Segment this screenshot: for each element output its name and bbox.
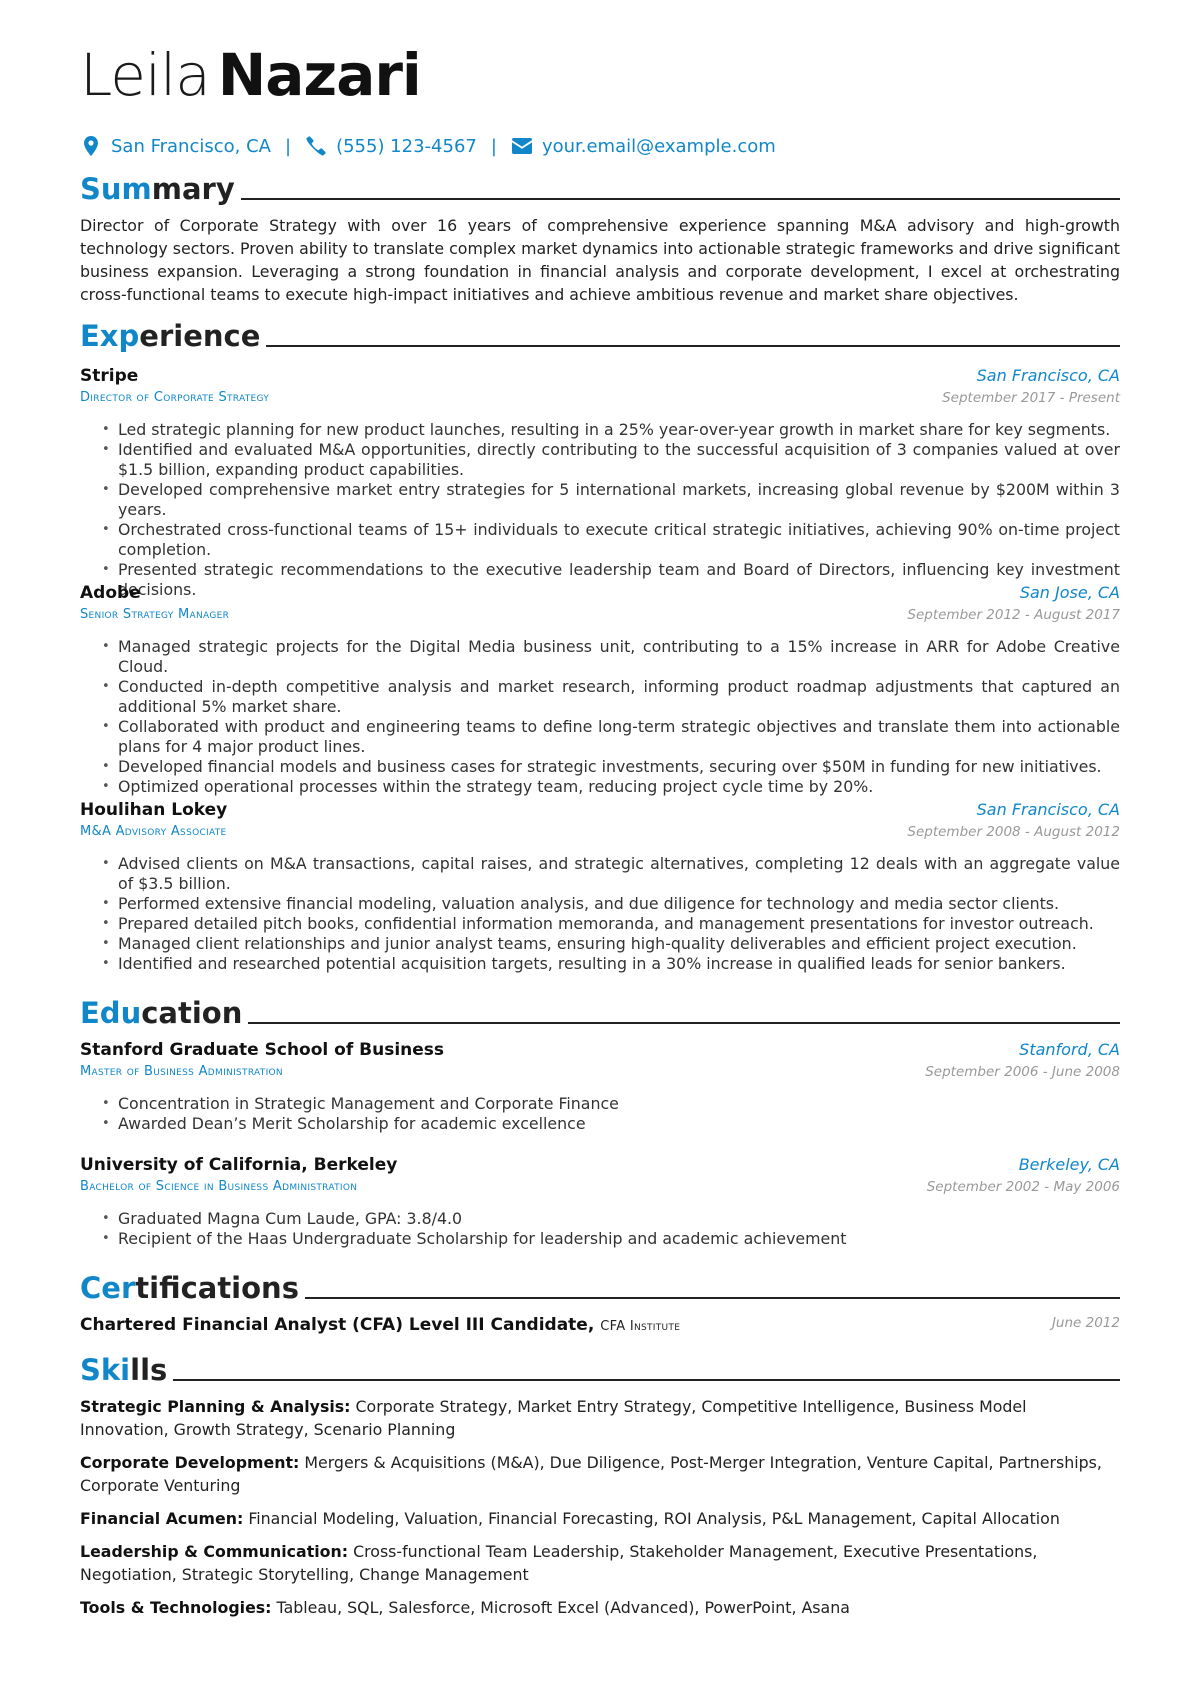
section-rule	[305, 1297, 1120, 1299]
contact-bar	[80, 133, 776, 159]
skill-label: Strategic Planning & Analysis:	[80, 1397, 351, 1416]
entry-organization: Stanford Graduate School of Business	[80, 1040, 445, 1060]
experience-heading	[80, 313, 1120, 353]
section-title-rest: erience	[139, 319, 261, 353]
education-entry	[80, 1038, 1120, 1134]
list-item: • Concentration in Strategic Management and Corporate Finance	[118, 1094, 1120, 1114]
contact-location: San Francisco, CA	[111, 135, 271, 157]
skill-value: Tableau, SQL, Salesforce, Microsoft Excel (Advanced), PowerPoint, Asana	[276, 1598, 850, 1617]
contact-separator: |	[284, 135, 292, 157]
list-item: • Developed financial models and business cases for strategic investments, securing over $50M in funding for new initiatives.	[118, 757, 1120, 777]
list-item: • Identified and researched potential acquisition targets, resulting in a 30% increase in qualified leads for senior bankers.	[118, 954, 1120, 974]
phone-icon	[305, 135, 327, 157]
section-title-accent: Edu	[80, 996, 142, 1030]
entry-organization: Stripe	[80, 366, 139, 386]
map-marker-icon	[80, 135, 102, 157]
entry-bullets	[80, 1209, 1120, 1249]
section-title	[80, 1271, 299, 1305]
skill-label: Corporate Development:	[80, 1453, 300, 1472]
skill-value: Cross-functional Team Leadership, Stakeholder Management, Executive Presentations, Negotiation, Strategic Storytelling, Change Management	[80, 1542, 1038, 1584]
education-heading	[80, 990, 1120, 1030]
section-title-rest: cation	[141, 996, 243, 1030]
list-item: • Graduated Magna Cum Laude, GPA: 3.8/4.0	[118, 1209, 1120, 1229]
list-item: • Awarded Dean’s Merit Scholarship for academic excellence	[118, 1114, 1120, 1134]
skill-value: Corporate Strategy, Market Entry Strategy, Competitive Intelligence, Business Model Innovation, Growth Strategy, Scenario Planning	[80, 1397, 1027, 1439]
first-name: Leila	[80, 41, 210, 109]
list-item: • Led strategic planning for new product launches, resulting in a 25% year-over-year growth in market share for key segments.	[118, 420, 1120, 440]
section-title	[80, 1353, 167, 1387]
list-item: • Orchestrated cross-functional teams of 15+ individuals to execute critical strategic initiatives, achieving 90% on-time project completion.	[118, 520, 1120, 560]
entry-location: San Francisco, CA	[976, 366, 1120, 385]
list-item: • Developed comprehensive market entry strategies for 5 international markets, increasing global revenue by $200M within 3 years.	[118, 480, 1120, 520]
entry-location: Berkeley, CA	[1018, 1155, 1120, 1174]
contact-separator: |	[490, 135, 497, 157]
certification-entry	[80, 1313, 1120, 1339]
entry-organization: University of California, Berkeley	[80, 1155, 398, 1175]
skill-group	[80, 1395, 1120, 1441]
certification-line: Chartered Financial Analyst (CFA) Level III Candidate, CFA Institute	[80, 1315, 681, 1335]
entry-dates: September 2017 - Present	[942, 390, 1120, 406]
list-item: • Advised clients on M&A transactions, capital raises, and strategic alternatives, completing 12 deals with an aggregate value of $3.5 billion.	[118, 854, 1120, 894]
section-title-accent: Exp	[80, 319, 140, 353]
entry-role: Senior Strategy Manager	[80, 607, 230, 622]
section-rule	[241, 198, 1120, 200]
list-item: • Prepared detailed pitch books, confidential information memoranda, and management presentations for investor outreach.	[118, 914, 1120, 934]
section-rule	[248, 1022, 1120, 1024]
candidate-name	[80, 40, 421, 110]
envelope-icon	[511, 135, 533, 157]
section-rule	[266, 345, 1120, 347]
skill-label: Leadership & Communication:	[80, 1542, 349, 1561]
section-title-rest: tifications	[135, 1271, 299, 1305]
certification-institution: CFA Institute	[600, 1319, 681, 1334]
entry-dates: September 2006 - June 2008	[925, 1064, 1120, 1080]
experience-entry	[80, 364, 1120, 600]
entry-dates: September 2008 - August 2012	[907, 824, 1120, 840]
entry-organization: Houlihan Lokey	[80, 800, 228, 820]
section-title	[80, 172, 235, 206]
last-name: Nazari	[217, 41, 421, 109]
contact-email[interactable]: your.email@example.com	[541, 135, 776, 157]
entry-location: San Jose, CA	[1019, 583, 1120, 602]
list-item: • Conducted in-depth competitive analysis and market research, informing product roadmap adjustments that captured an additional 5% market share.	[118, 677, 1120, 717]
section-title-accent: Ski	[80, 1353, 131, 1387]
list-item: • Presented strategic recommendations to the executive leadership team and Board of Directors, influencing key investment decisions.	[118, 560, 1120, 600]
list-item: • Performed extensive financial modeling, valuation analysis, and due diligence for technology and media sector clients.	[118, 894, 1120, 914]
entry-location: San Francisco, CA	[976, 800, 1120, 819]
section-title-accent: Sum	[80, 172, 152, 206]
section-rule	[173, 1379, 1120, 1381]
skills-list	[80, 1395, 1120, 1629]
section-title-accent: Cer	[80, 1271, 136, 1305]
skill-label: Tools & Technologies:	[80, 1598, 272, 1617]
entry-role: M&A Advisory Associate	[80, 824, 227, 839]
skills-heading	[80, 1347, 1120, 1387]
certification-date: June 2012	[1051, 1315, 1120, 1331]
list-item: • Managed strategic projects for the Digital Media business unit, contributing to a 15% increase in ARR for Adobe Creative Cloud.	[118, 637, 1120, 677]
section-title	[80, 319, 260, 353]
skill-label: Financial Acumen:	[80, 1509, 244, 1528]
list-item: • Collaborated with product and engineering teams to define long-term strategic objectives and translate them into actionable plans for 4 major product lines.	[118, 717, 1120, 757]
skill-group	[80, 1540, 1120, 1586]
entry-role: Master of Business Administration	[80, 1064, 283, 1079]
list-item: • Optimized operational processes within the strategy team, reducing project cycle time by 20%.	[118, 777, 1120, 797]
skill-group	[80, 1507, 1120, 1530]
section-title	[80, 996, 242, 1030]
list-item: • Managed client relationships and junior analyst teams, ensuring high-quality deliverables and efficient project execution.	[118, 934, 1120, 954]
skill-value: Financial Modeling, Valuation, Financial Forecasting, ROI Analysis, P&L Management, Capital Allocation	[248, 1509, 1060, 1528]
entry-dates: September 2012 - August 2017	[907, 607, 1120, 623]
entry-bullets	[80, 1094, 1120, 1134]
certification-name: Chartered Financial Analyst (CFA) Level III Candidate	[80, 1315, 588, 1335]
education-entry	[80, 1153, 1120, 1249]
entry-bullets	[80, 637, 1120, 797]
entry-bullets	[80, 854, 1120, 974]
list-item: • Recipient of the Haas Undergraduate Scholarship for leadership and academic achievement	[118, 1229, 1120, 1249]
list-item: • Identified and evaluated M&A opportunities, directly contributing to the successful acquisition of 3 companies valued at over $1.5 billion, expanding product capabilities.	[118, 440, 1120, 480]
experience-entry	[80, 581, 1120, 797]
certifications-heading	[80, 1265, 1120, 1305]
skill-group	[80, 1451, 1120, 1497]
skill-group	[80, 1596, 1120, 1619]
experience-entry	[80, 798, 1120, 974]
entry-dates: September 2002 - May 2006	[926, 1179, 1120, 1195]
entry-role: Bachelor of Science in Business Administration	[80, 1179, 358, 1194]
section-title-rest: lls	[130, 1353, 168, 1387]
contact-phone[interactable]: (555) 123-4567	[336, 135, 477, 157]
summary-heading	[80, 166, 1120, 206]
summary-text: Director of Corporate Strategy with over 16 years of comprehensive experience spanning M&A advisory and high-growth technology sectors. Proven ability to translate complex market dynamics into actionable strategic frameworks and drive significant business expansion. Leveraging a strong foundation in financial analysis and corporate development, I excel at orchestrating cross-functional teams to execute high-impact initiatives and achieve ambitious revenue and market share objectives.	[80, 216, 1120, 304]
entry-location: Stanford, CA	[1019, 1040, 1120, 1059]
entry-role: Director of Corporate Strategy	[80, 390, 270, 405]
entry-bullets	[80, 420, 1120, 600]
entry-organization: Adobe	[80, 583, 141, 603]
skill-value: Mergers & Acquisitions (M&A), Due Diligence, Post-Merger Integration, Venture Capital, Partnerships, Corporate Venturing	[80, 1453, 1102, 1495]
section-title-rest: mary	[151, 172, 235, 206]
